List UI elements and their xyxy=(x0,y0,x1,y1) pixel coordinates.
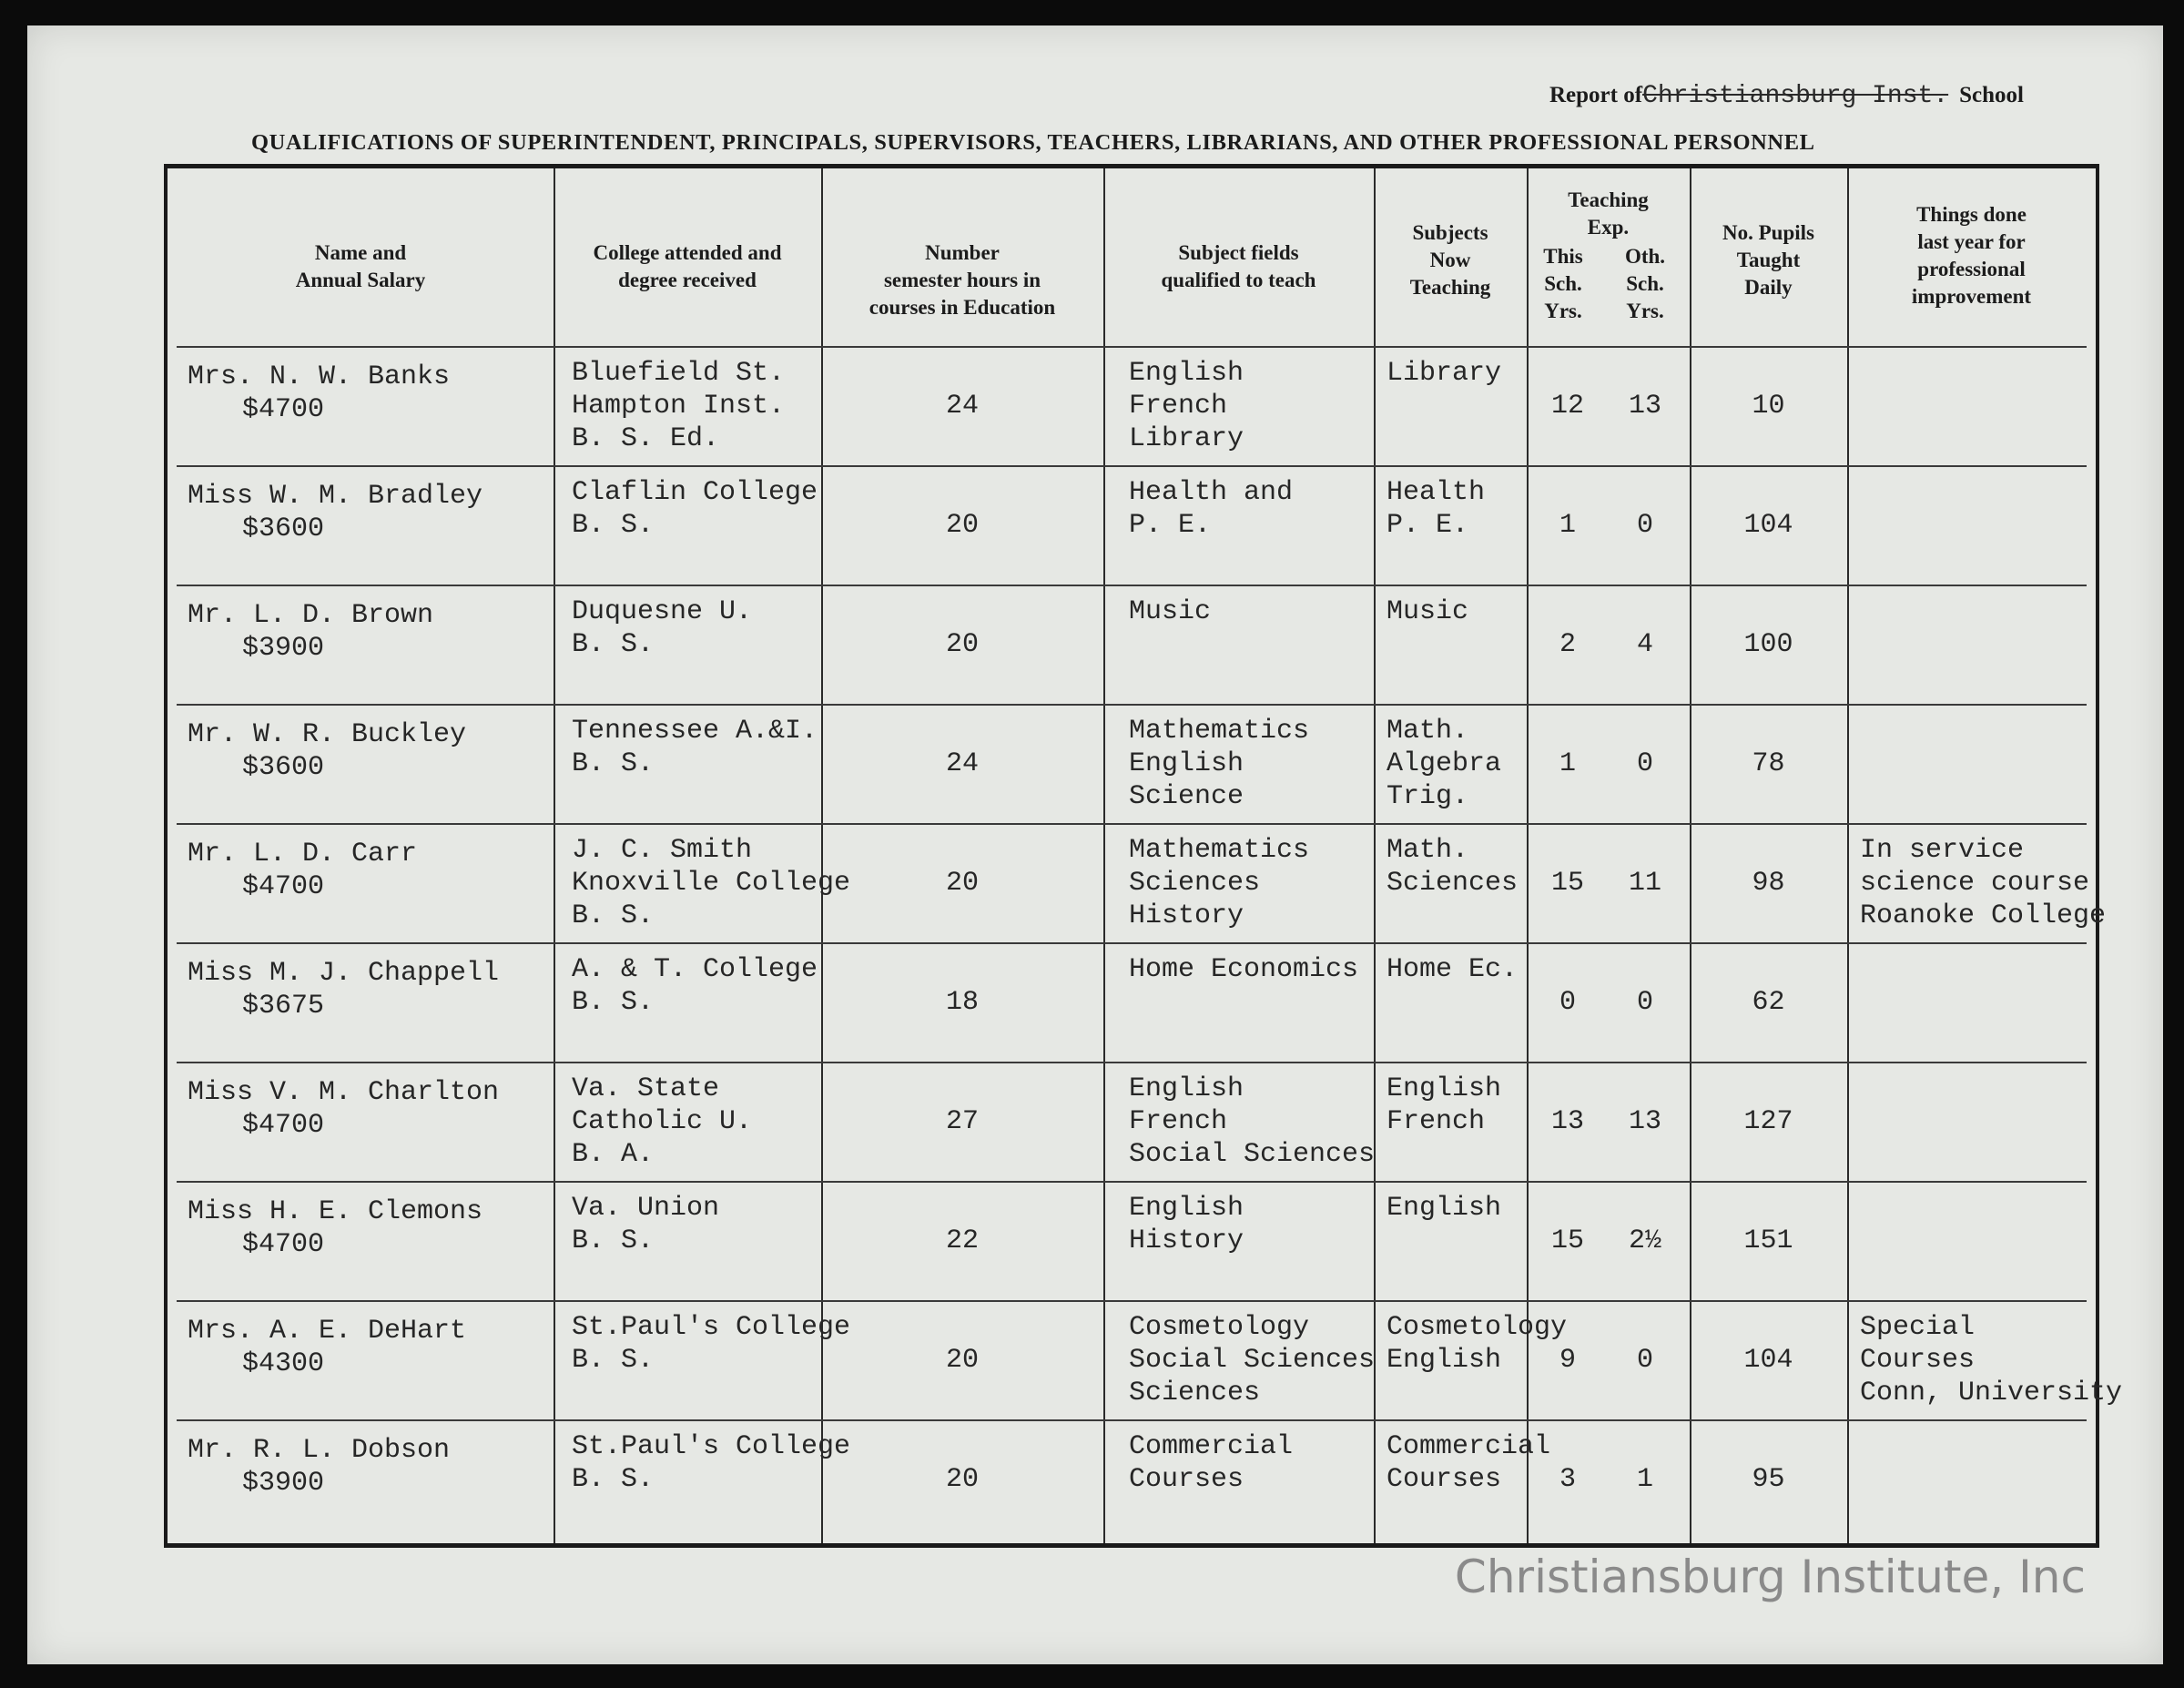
subject-qualified: Health and xyxy=(1129,477,1294,508)
college-degree: B. A. xyxy=(572,1139,655,1170)
college-degree: St.Paul's College xyxy=(572,1312,851,1343)
subject-now-teaching: Trig. xyxy=(1387,781,1469,812)
pupils-daily: 62 xyxy=(1752,987,1785,1018)
header-pupils-line: Taught xyxy=(1736,249,1801,271)
subject-now-teaching: Sciences xyxy=(1387,868,1519,899)
professional-improvement: Special xyxy=(1860,1312,1976,1343)
form-title: QUALIFICATIONS OF SUPERINTENDENT, PRINCIPALS, SUPERVISORS, TEACHERS, LIBRARIANS, AND OTHER PROFESSIONAL PERSONNEL xyxy=(251,130,1815,155)
semester-hours: 20 xyxy=(945,629,979,660)
subject-qualified: French xyxy=(1129,391,1228,422)
professional-improvement: science course xyxy=(1860,868,2090,899)
report-suffix: School xyxy=(1959,83,2024,107)
subject-qualified: Sciences xyxy=(1129,1378,1261,1408)
subject-qualified: Mathematics xyxy=(1129,835,1310,866)
professional-improvement: Courses xyxy=(1860,1345,1976,1376)
subject-qualified: P. E. xyxy=(1129,510,1212,541)
header-exp-other xyxy=(1609,243,1681,325)
header-exp-this xyxy=(1527,243,1600,325)
teacher-salary: $3900 xyxy=(242,1468,325,1499)
row-divider xyxy=(177,1062,2087,1063)
subject-now-teaching: English xyxy=(1387,1193,1502,1224)
teacher-salary: $3600 xyxy=(242,752,325,783)
header-name-salary xyxy=(168,239,554,294)
pupils-daily: 98 xyxy=(1752,868,1785,899)
watermark: Christiansburg Institute, Inc xyxy=(1454,1551,2086,1603)
header-improvement-line: improvement xyxy=(1911,285,2032,308)
header-subjects-now-line: Subjects xyxy=(1412,221,1488,244)
subject-qualified: Commercial xyxy=(1129,1431,1294,1462)
header-subjects-qualified-line: Subject fields xyxy=(1178,241,1299,264)
header-teaching-exp-line: Exp. xyxy=(1587,216,1630,239)
subject-now-teaching: Commercial xyxy=(1387,1431,1551,1462)
exp-other-school: 1 xyxy=(1636,1464,1653,1495)
subject-now-teaching: French xyxy=(1387,1106,1486,1137)
college-degree: B. S. Ed. xyxy=(572,423,720,454)
header-subjects-qualified xyxy=(1103,239,1374,294)
header-improvement-line: Things done xyxy=(1916,203,2027,226)
exp-other-school: 0 xyxy=(1636,987,1653,1018)
header-name-salary-line: Annual Salary xyxy=(295,269,426,291)
header-exp-other-line: Sch. xyxy=(1626,272,1664,295)
subject-qualified: English xyxy=(1129,1073,1244,1104)
column-divider xyxy=(1103,168,1105,1543)
professional-improvement: Conn, University xyxy=(1860,1378,2123,1408)
row-divider xyxy=(177,465,2087,467)
header-teaching-exp-line: Teaching xyxy=(1568,188,1649,211)
header-pupils xyxy=(1690,219,1847,301)
row-divider xyxy=(177,704,2087,706)
header-semester-hours-line: Number xyxy=(925,241,1000,264)
subject-now-teaching: Cosmetology xyxy=(1387,1312,1568,1343)
teacher-salary: $4700 xyxy=(242,1229,325,1260)
semester-hours: 22 xyxy=(945,1225,979,1256)
college-degree: Catholic U. xyxy=(572,1106,753,1137)
header-exp-other-line: Oth. xyxy=(1624,245,1666,268)
exp-other-school: 0 xyxy=(1636,748,1653,779)
personnel-table xyxy=(164,164,2123,1548)
header-exp-this-line: This xyxy=(1543,245,1583,268)
exp-other-school: 13 xyxy=(1628,391,1661,422)
header-semester-hours-line: courses in Education xyxy=(869,296,1056,319)
teacher-name: Mr. R. L. Dobson xyxy=(188,1435,451,1466)
professional-improvement: In service xyxy=(1860,835,2025,866)
subject-now-teaching: Math. xyxy=(1387,716,1469,747)
exp-this-school: 12 xyxy=(1550,391,1584,422)
teacher-salary: $4700 xyxy=(242,871,325,902)
pupils-daily: 104 xyxy=(1743,510,1793,541)
semester-hours: 24 xyxy=(945,391,979,422)
header-improvement-line: last year for xyxy=(1917,230,2026,253)
teacher-name: Mr. L. D. Carr xyxy=(188,839,418,869)
exp-other-school: 0 xyxy=(1636,510,1653,541)
subject-now-teaching: English xyxy=(1387,1073,1502,1104)
subject-qualified: History xyxy=(1129,1225,1244,1256)
pupils-daily: 127 xyxy=(1743,1106,1793,1137)
header-name-salary-line: Name and xyxy=(314,241,407,264)
college-degree: Bluefield St. xyxy=(572,358,786,389)
college-degree: B. S. xyxy=(572,629,655,660)
subject-now-teaching: Courses xyxy=(1387,1464,1502,1495)
subject-qualified: History xyxy=(1129,900,1244,931)
header-pupils-line: No. Pupils xyxy=(1722,221,1814,244)
exp-this-school: 0 xyxy=(1559,987,1576,1018)
college-degree: Va. State xyxy=(572,1073,720,1104)
exp-this-school: 9 xyxy=(1559,1345,1576,1376)
header-semester-hours-line: semester hours in xyxy=(883,269,1041,291)
teacher-name: Mr. L. D. Brown xyxy=(188,600,434,631)
subject-now-teaching: English xyxy=(1387,1345,1502,1376)
teacher-name: Miss V. M. Charlton xyxy=(188,1077,500,1108)
header-pupils-line: Daily xyxy=(1744,276,1793,299)
college-degree: Hampton Inst. xyxy=(572,391,786,422)
subject-now-teaching: Math. xyxy=(1387,835,1469,866)
row-divider xyxy=(177,1419,2087,1421)
subject-qualified: Science xyxy=(1129,781,1244,812)
header-college-line: College attended and xyxy=(593,241,782,264)
college-degree: B. S. xyxy=(572,900,655,931)
subject-qualified: Home Economics xyxy=(1129,954,1359,985)
row-divider xyxy=(177,942,2087,944)
subject-qualified: English xyxy=(1129,358,1244,389)
exp-this-school: 3 xyxy=(1559,1464,1576,1495)
header-teaching-exp xyxy=(1527,187,1690,241)
header-divider xyxy=(177,346,2087,348)
teacher-name: Miss W. M. Bradley xyxy=(188,481,483,512)
report-line xyxy=(1549,82,2024,110)
college-degree: Tennessee A.&I. xyxy=(572,716,818,747)
college-degree: Claflin College xyxy=(572,477,818,508)
college-degree: St.Paul's College xyxy=(572,1431,851,1462)
subject-now-teaching: Music xyxy=(1387,596,1469,627)
professional-improvement: Roanoke College xyxy=(1860,900,2107,931)
pupils-daily: 95 xyxy=(1752,1464,1785,1495)
teacher-salary: $3600 xyxy=(242,514,325,544)
pupils-daily: 100 xyxy=(1743,629,1793,660)
subject-now-teaching: P. E. xyxy=(1387,510,1469,541)
column-divider xyxy=(554,168,555,1543)
semester-hours: 20 xyxy=(945,510,979,541)
subject-now-teaching: Health xyxy=(1387,477,1486,508)
row-divider xyxy=(177,1300,2087,1302)
teacher-name: Miss M. J. Chappell xyxy=(188,958,500,989)
exp-this-school: 13 xyxy=(1550,1106,1584,1137)
header-college-line: degree received xyxy=(618,269,757,291)
pupils-daily: 104 xyxy=(1743,1345,1793,1376)
exp-other-school: 13 xyxy=(1628,1106,1661,1137)
subject-qualified: Social Sciences xyxy=(1129,1345,1376,1376)
header-improvement xyxy=(1847,201,2096,310)
exp-this-school: 1 xyxy=(1559,748,1576,779)
subject-qualified: Library xyxy=(1129,423,1244,454)
college-degree: Va. Union xyxy=(572,1193,720,1224)
row-divider xyxy=(177,823,2087,825)
header-subjects-qualified-line: qualified to teach xyxy=(1161,269,1316,291)
exp-this-school: 1 xyxy=(1559,510,1576,541)
college-degree: B. S. xyxy=(572,1345,655,1376)
semester-hours: 18 xyxy=(945,987,979,1018)
teacher-salary: $4300 xyxy=(242,1348,325,1379)
column-divider xyxy=(1847,168,1849,1543)
exp-other-school: 0 xyxy=(1636,1345,1653,1376)
exp-other-school: 2½ xyxy=(1628,1225,1661,1256)
teacher-name: Mrs. A. E. DeHart xyxy=(188,1316,467,1347)
header-college xyxy=(554,239,821,294)
column-divider xyxy=(1690,168,1691,1543)
subject-qualified: Courses xyxy=(1129,1464,1244,1495)
teacher-salary: $4700 xyxy=(242,1110,325,1141)
college-degree: Duquesne U. xyxy=(572,596,753,627)
college-degree: A. & T. College xyxy=(572,954,818,985)
teacher-name: Mrs. N. W. Banks xyxy=(188,361,451,392)
teacher-salary: $4700 xyxy=(242,394,325,425)
teacher-name: Mr. W. R. Buckley xyxy=(188,719,467,750)
college-degree: J. C. Smith xyxy=(572,835,753,866)
header-exp-this-line: Sch. xyxy=(1544,272,1582,295)
exp-other-school: 11 xyxy=(1628,868,1661,899)
header-exp-this-line: Yrs. xyxy=(1544,300,1582,322)
subject-qualified: French xyxy=(1129,1106,1228,1137)
pupils-daily: 151 xyxy=(1743,1225,1793,1256)
header-improvement-line: professional xyxy=(1917,258,2026,280)
college-degree: B. S. xyxy=(572,987,655,1018)
subject-qualified: English xyxy=(1129,748,1244,779)
row-divider xyxy=(177,1181,2087,1183)
semester-hours: 20 xyxy=(945,868,979,899)
subject-qualified: Sciences xyxy=(1129,868,1261,899)
semester-hours: 27 xyxy=(945,1106,979,1137)
subject-now-teaching: Home Ec. xyxy=(1387,954,1519,985)
pupils-daily: 10 xyxy=(1752,391,1785,422)
report-school-name: Christiansburg Inst. xyxy=(1642,82,1949,110)
pupils-daily: 78 xyxy=(1752,748,1785,779)
header-subjects-now-line: Teaching xyxy=(1409,276,1491,299)
exp-other-school: 4 xyxy=(1636,629,1653,660)
semester-hours: 20 xyxy=(945,1345,979,1376)
report-label: Report of xyxy=(1549,83,1643,107)
subject-now-teaching: Algebra xyxy=(1387,748,1502,779)
college-degree: B. S. xyxy=(572,1225,655,1256)
college-degree: B. S. xyxy=(572,748,655,779)
subject-qualified: Music xyxy=(1129,596,1212,627)
subject-qualified: Mathematics xyxy=(1129,716,1310,747)
semester-hours: 24 xyxy=(945,748,979,779)
semester-hours: 20 xyxy=(945,1464,979,1495)
teacher-salary: $3900 xyxy=(242,633,325,664)
header-subjects-now-line: Now xyxy=(1429,249,1471,271)
college-degree: B. S. xyxy=(572,510,655,541)
exp-this-school: 2 xyxy=(1559,629,1576,660)
teacher-name: Miss H. E. Clemons xyxy=(188,1196,483,1227)
column-divider xyxy=(1374,168,1376,1543)
subject-qualified: Social Sciences xyxy=(1129,1139,1376,1170)
subject-qualified: Cosmetology xyxy=(1129,1312,1310,1343)
college-degree: B. S. xyxy=(572,1464,655,1495)
header-subjects-now xyxy=(1374,219,1527,301)
subject-now-teaching: Library xyxy=(1387,358,1502,389)
row-divider xyxy=(177,585,2087,586)
teacher-salary: $3675 xyxy=(242,991,325,1022)
header-semester-hours xyxy=(821,239,1103,321)
exp-this-school: 15 xyxy=(1550,1225,1584,1256)
header-exp-other-line: Yrs. xyxy=(1626,300,1664,322)
college-degree: Knoxville College xyxy=(572,868,851,899)
exp-this-school: 15 xyxy=(1550,868,1584,899)
subject-qualified: English xyxy=(1129,1193,1244,1224)
